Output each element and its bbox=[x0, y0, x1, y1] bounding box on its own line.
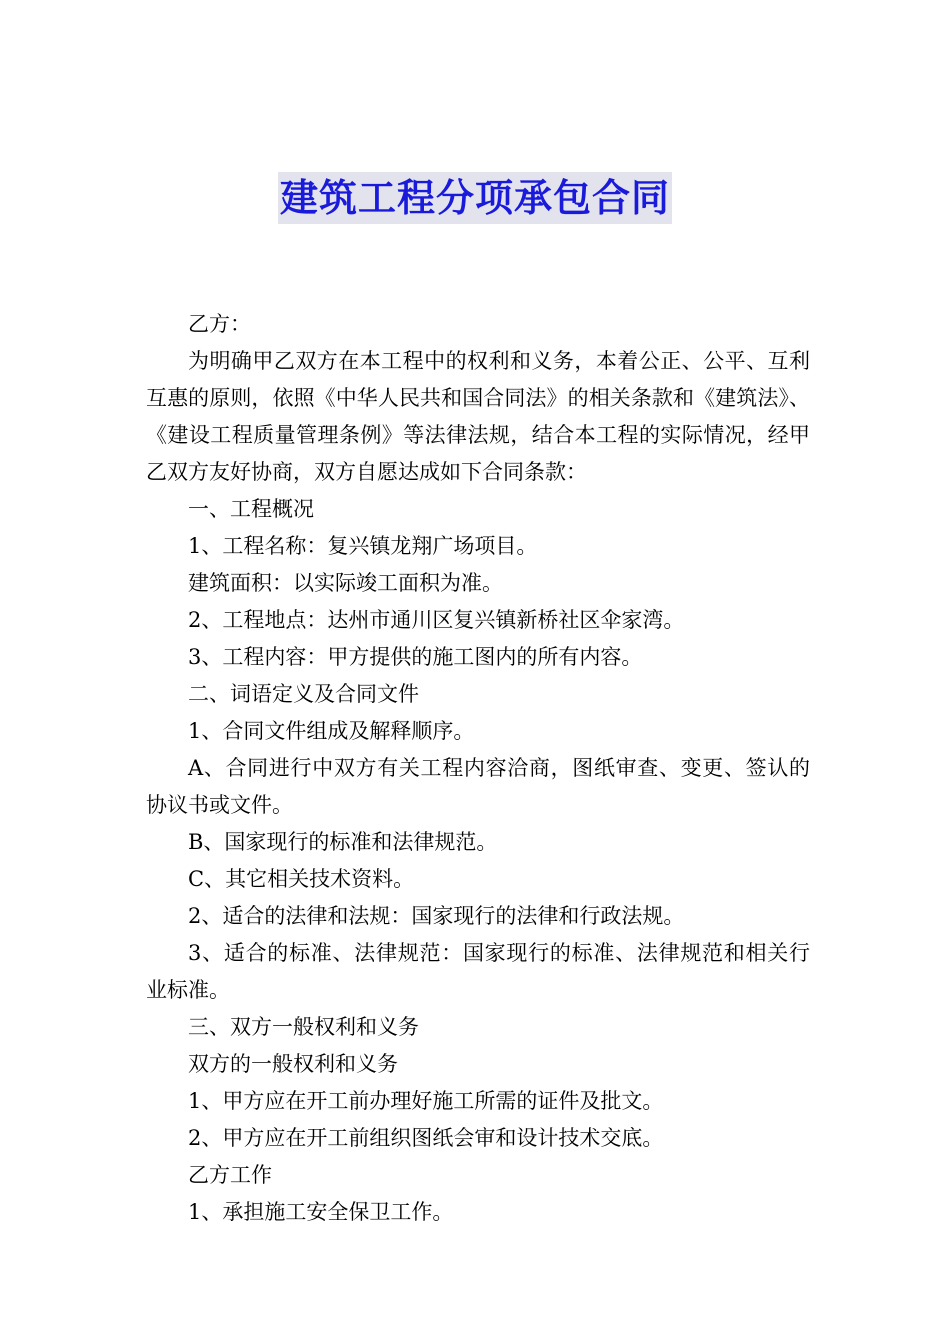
paragraph-party-a-review: 2、甲方应在开工前组织图纸会审和设计技术交底。 bbox=[188, 1126, 664, 1150]
paragraph-project-location: 2、工程地点：达州市通川区复兴镇新桥社区伞家湾。 bbox=[188, 608, 685, 632]
paragraph-contract-docs: 1、合同文件组成及解释顺序。 bbox=[188, 719, 475, 743]
paragraph-party-b-work: 乙方工作 bbox=[188, 1163, 272, 1187]
heading-project-overview: 一、工程概况 bbox=[188, 497, 314, 521]
heading-rights-obligations: 三、双方一般权利和义务 bbox=[188, 1015, 419, 1039]
paragraph-building-area: 建筑面积：以实际竣工面积为准。 bbox=[188, 571, 503, 595]
paragraph-item-a: A、合同进行中双方有关工程内容洽商，图纸审查、变更、签认的协议书或文件。 bbox=[146, 756, 810, 817]
paragraph-project-content: 3、工程内容：甲方提供的施工图内的所有内容。 bbox=[188, 645, 643, 669]
paragraph-applicable-standards: 3、适合的标准、法律规范：国家现行的标准、法律规范和相关行业标准。 bbox=[146, 941, 810, 1002]
paragraph-preamble: 为明确甲乙双方在本工程中的权利和义务，本着公正、公平、互利互惠的原则，依照《中华人民共和国合同法》的相关条款和《建筑法》、《建设工程质量管理条例》等法律法规，结合本工程的实际情况，经甲乙双方友好协商，双方自愿达成如下合同条款： bbox=[146, 349, 810, 484]
paragraph-general-rights: 双方的一般权利和义务 bbox=[188, 1052, 398, 1076]
paragraph-project-name: 1、工程名称：复兴镇龙翔广场项目。 bbox=[188, 534, 538, 558]
paragraph-applicable-laws: 2、适合的法律和法规：国家现行的法律和行政法规。 bbox=[188, 904, 685, 928]
paragraph-item-c: C、其它相关技术资料。 bbox=[188, 867, 415, 891]
paragraph-party-a-permits: 1、甲方应在开工前办理好施工所需的证件及批文。 bbox=[188, 1089, 664, 1113]
paragraph-item-b: B、国家现行的标准和法律规范。 bbox=[188, 830, 498, 854]
document-body bbox=[146, 306, 810, 1231]
document-title: 建筑工程分项承包合同 bbox=[278, 172, 672, 224]
paragraph-party-b: 乙方： bbox=[188, 312, 251, 336]
title-container bbox=[0, 172, 950, 224]
paragraph-safety: 1、承担施工安全保卫工作。 bbox=[188, 1200, 454, 1224]
heading-definitions: 二、词语定义及合同文件 bbox=[188, 682, 419, 706]
